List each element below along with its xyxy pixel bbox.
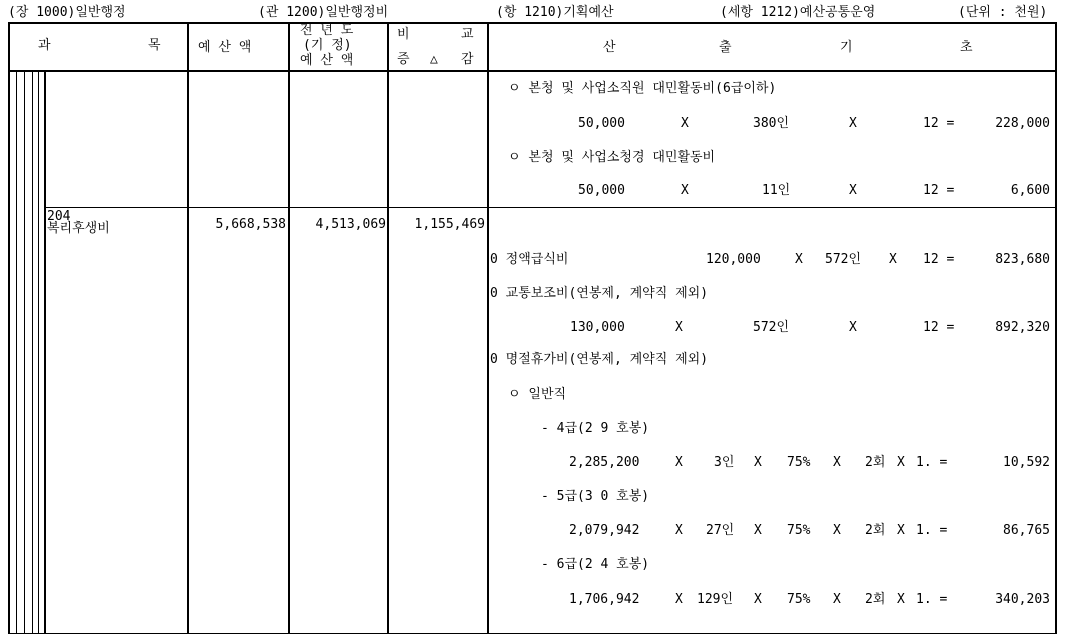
jang-label: (장 1000)일반행정 <box>8 5 126 20</box>
calc-count: 572인 <box>825 252 862 267</box>
calc-multiplier: 1. = <box>916 523 948 538</box>
col-divider-prev <box>288 22 290 634</box>
hierarchy-line <box>16 72 17 634</box>
header-basis-2: 출 <box>719 40 732 55</box>
calc-times: X <box>795 252 803 267</box>
calc-times: X <box>681 183 689 198</box>
table-bottom-border <box>8 633 1057 634</box>
calc-multiplier: 1. = <box>916 592 948 607</box>
calc-times: X <box>675 592 683 607</box>
calc-times-count: 2회 <box>865 455 886 470</box>
sehang-label: (세항 1212)예산공통운영 <box>720 5 876 20</box>
calc-amount: 50,000 <box>578 183 625 198</box>
grade-line: - 4급(2 9 호봉) <box>541 421 650 436</box>
calc-result: 228,000 <box>995 116 1050 131</box>
calc-times: X <box>754 455 762 470</box>
header-mok: 목 <box>148 38 161 53</box>
row-divider <box>45 207 1057 208</box>
calc-times: X <box>675 320 683 335</box>
calc-times: X <box>675 523 683 538</box>
calc-rate: 75% <box>787 455 811 470</box>
calc-count: 129인 <box>697 592 734 607</box>
calc-times: X <box>833 523 841 538</box>
calc-amount: 1,706,942 <box>569 592 640 607</box>
header-compare-2b: △ <box>430 52 438 67</box>
basis-line: ㅇ 본청 및 사업소청경 대민활동비 <box>508 150 716 165</box>
calc-times-count: 2회 <box>865 523 886 538</box>
calc-times: X <box>754 592 762 607</box>
calc-result: 86,765 <box>1003 523 1050 538</box>
calc-count: 11인 <box>762 183 791 198</box>
col-divider-budget <box>187 22 189 634</box>
header-basis-4: 초 <box>960 40 973 55</box>
calc-times: X <box>889 252 897 267</box>
hierarchy-line <box>24 72 25 634</box>
calc-result: 6,600 <box>1010 183 1050 198</box>
basis-line: ㅇ 본청 및 사업소직원 대민활동비(6급이하) <box>508 81 777 96</box>
calc-times-count: 2회 <box>865 592 886 607</box>
basis-line: 0 정액급식비 <box>490 252 569 267</box>
calc-times: X <box>849 116 857 131</box>
header-budget: 예 산 액 <box>198 40 252 55</box>
hierarchy-line <box>44 72 46 634</box>
basis-line: 0 교통보조비(연봉제, 계약직 제외) <box>490 286 709 301</box>
calc-result: 823,680 <box>995 252 1050 267</box>
calc-times: X <box>675 455 683 470</box>
calc-times: X <box>754 523 762 538</box>
col-divider-compare <box>387 22 389 634</box>
item-prev-budget: 4,513,069 <box>315 217 386 232</box>
calc-months: 12 = <box>923 252 955 267</box>
calc-times: X <box>897 592 905 607</box>
header-prev-2: (기 정) <box>303 38 352 53</box>
calc-count: 572인 <box>753 320 790 335</box>
calc-months: 12 = <box>923 116 955 131</box>
basis-line: ㅇ 일반직 <box>508 387 567 402</box>
calc-count: 3인 <box>714 455 735 470</box>
calc-result: 10,592 <box>1003 455 1050 470</box>
calc-amount: 130,000 <box>570 320 625 335</box>
hierarchy-line <box>32 72 33 634</box>
col-divider-basis <box>487 22 489 634</box>
calc-times: X <box>849 183 857 198</box>
calc-months: 12 = <box>923 320 955 335</box>
calc-times: X <box>833 592 841 607</box>
item-budget: 5,668,538 <box>215 217 286 232</box>
calc-months: 12 = <box>923 183 955 198</box>
calc-amount: 2,079,942 <box>569 523 640 538</box>
calc-rate: 75% <box>787 523 811 538</box>
header-compare-2c: 감 <box>461 52 474 67</box>
calc-count: 380인 <box>753 116 790 131</box>
grade-line: - 5급(3 0 호봉) <box>541 489 650 504</box>
header-compare-1b: 교 <box>461 27 474 42</box>
calc-result: 340,203 <box>995 592 1050 607</box>
calc-count: 27인 <box>706 523 735 538</box>
calc-times: X <box>849 320 857 335</box>
calc-times: X <box>897 523 905 538</box>
calc-result: 892,320 <box>995 320 1050 335</box>
header-gwa: 과 <box>38 38 51 53</box>
calc-multiplier: 1. = <box>916 455 948 470</box>
header-basis-1: 산 <box>603 40 616 55</box>
basis-line: 0 명절휴가비(연봉제, 계약직 제외) <box>490 352 709 367</box>
table-right-border <box>1055 22 1057 634</box>
header-prev-1: 전 년 도 <box>300 23 354 38</box>
calc-amount: 120,000 <box>706 252 761 267</box>
calc-times: X <box>897 455 905 470</box>
header-compare-2a: 증 <box>397 52 410 67</box>
grade-line: - 6급(2 4 호봉) <box>541 557 650 572</box>
table-top-border <box>8 22 1057 24</box>
header-basis-3: 기 <box>840 40 853 55</box>
header-prev-3: 예 산 액 <box>300 53 354 68</box>
header-bottom-border <box>8 70 1057 72</box>
hierarchy-line <box>38 72 39 634</box>
calc-amount: 50,000 <box>578 116 625 131</box>
calc-rate: 75% <box>787 592 811 607</box>
table-left-border <box>8 22 10 634</box>
header-compare-1a: 비 <box>397 27 410 42</box>
calc-amount: 2,285,200 <box>569 455 640 470</box>
item-code: 204 <box>47 209 71 224</box>
gwan-label: (관 1200)일반행정비 <box>258 5 389 20</box>
item-name: 복리후생비 <box>47 221 110 236</box>
calc-times: X <box>681 116 689 131</box>
hang-label: (항 1210)기획예산 <box>496 5 614 20</box>
unit-label: (단위 : 천원) <box>958 5 1048 20</box>
item-diff: 1,155,469 <box>414 217 485 232</box>
calc-times: X <box>833 455 841 470</box>
